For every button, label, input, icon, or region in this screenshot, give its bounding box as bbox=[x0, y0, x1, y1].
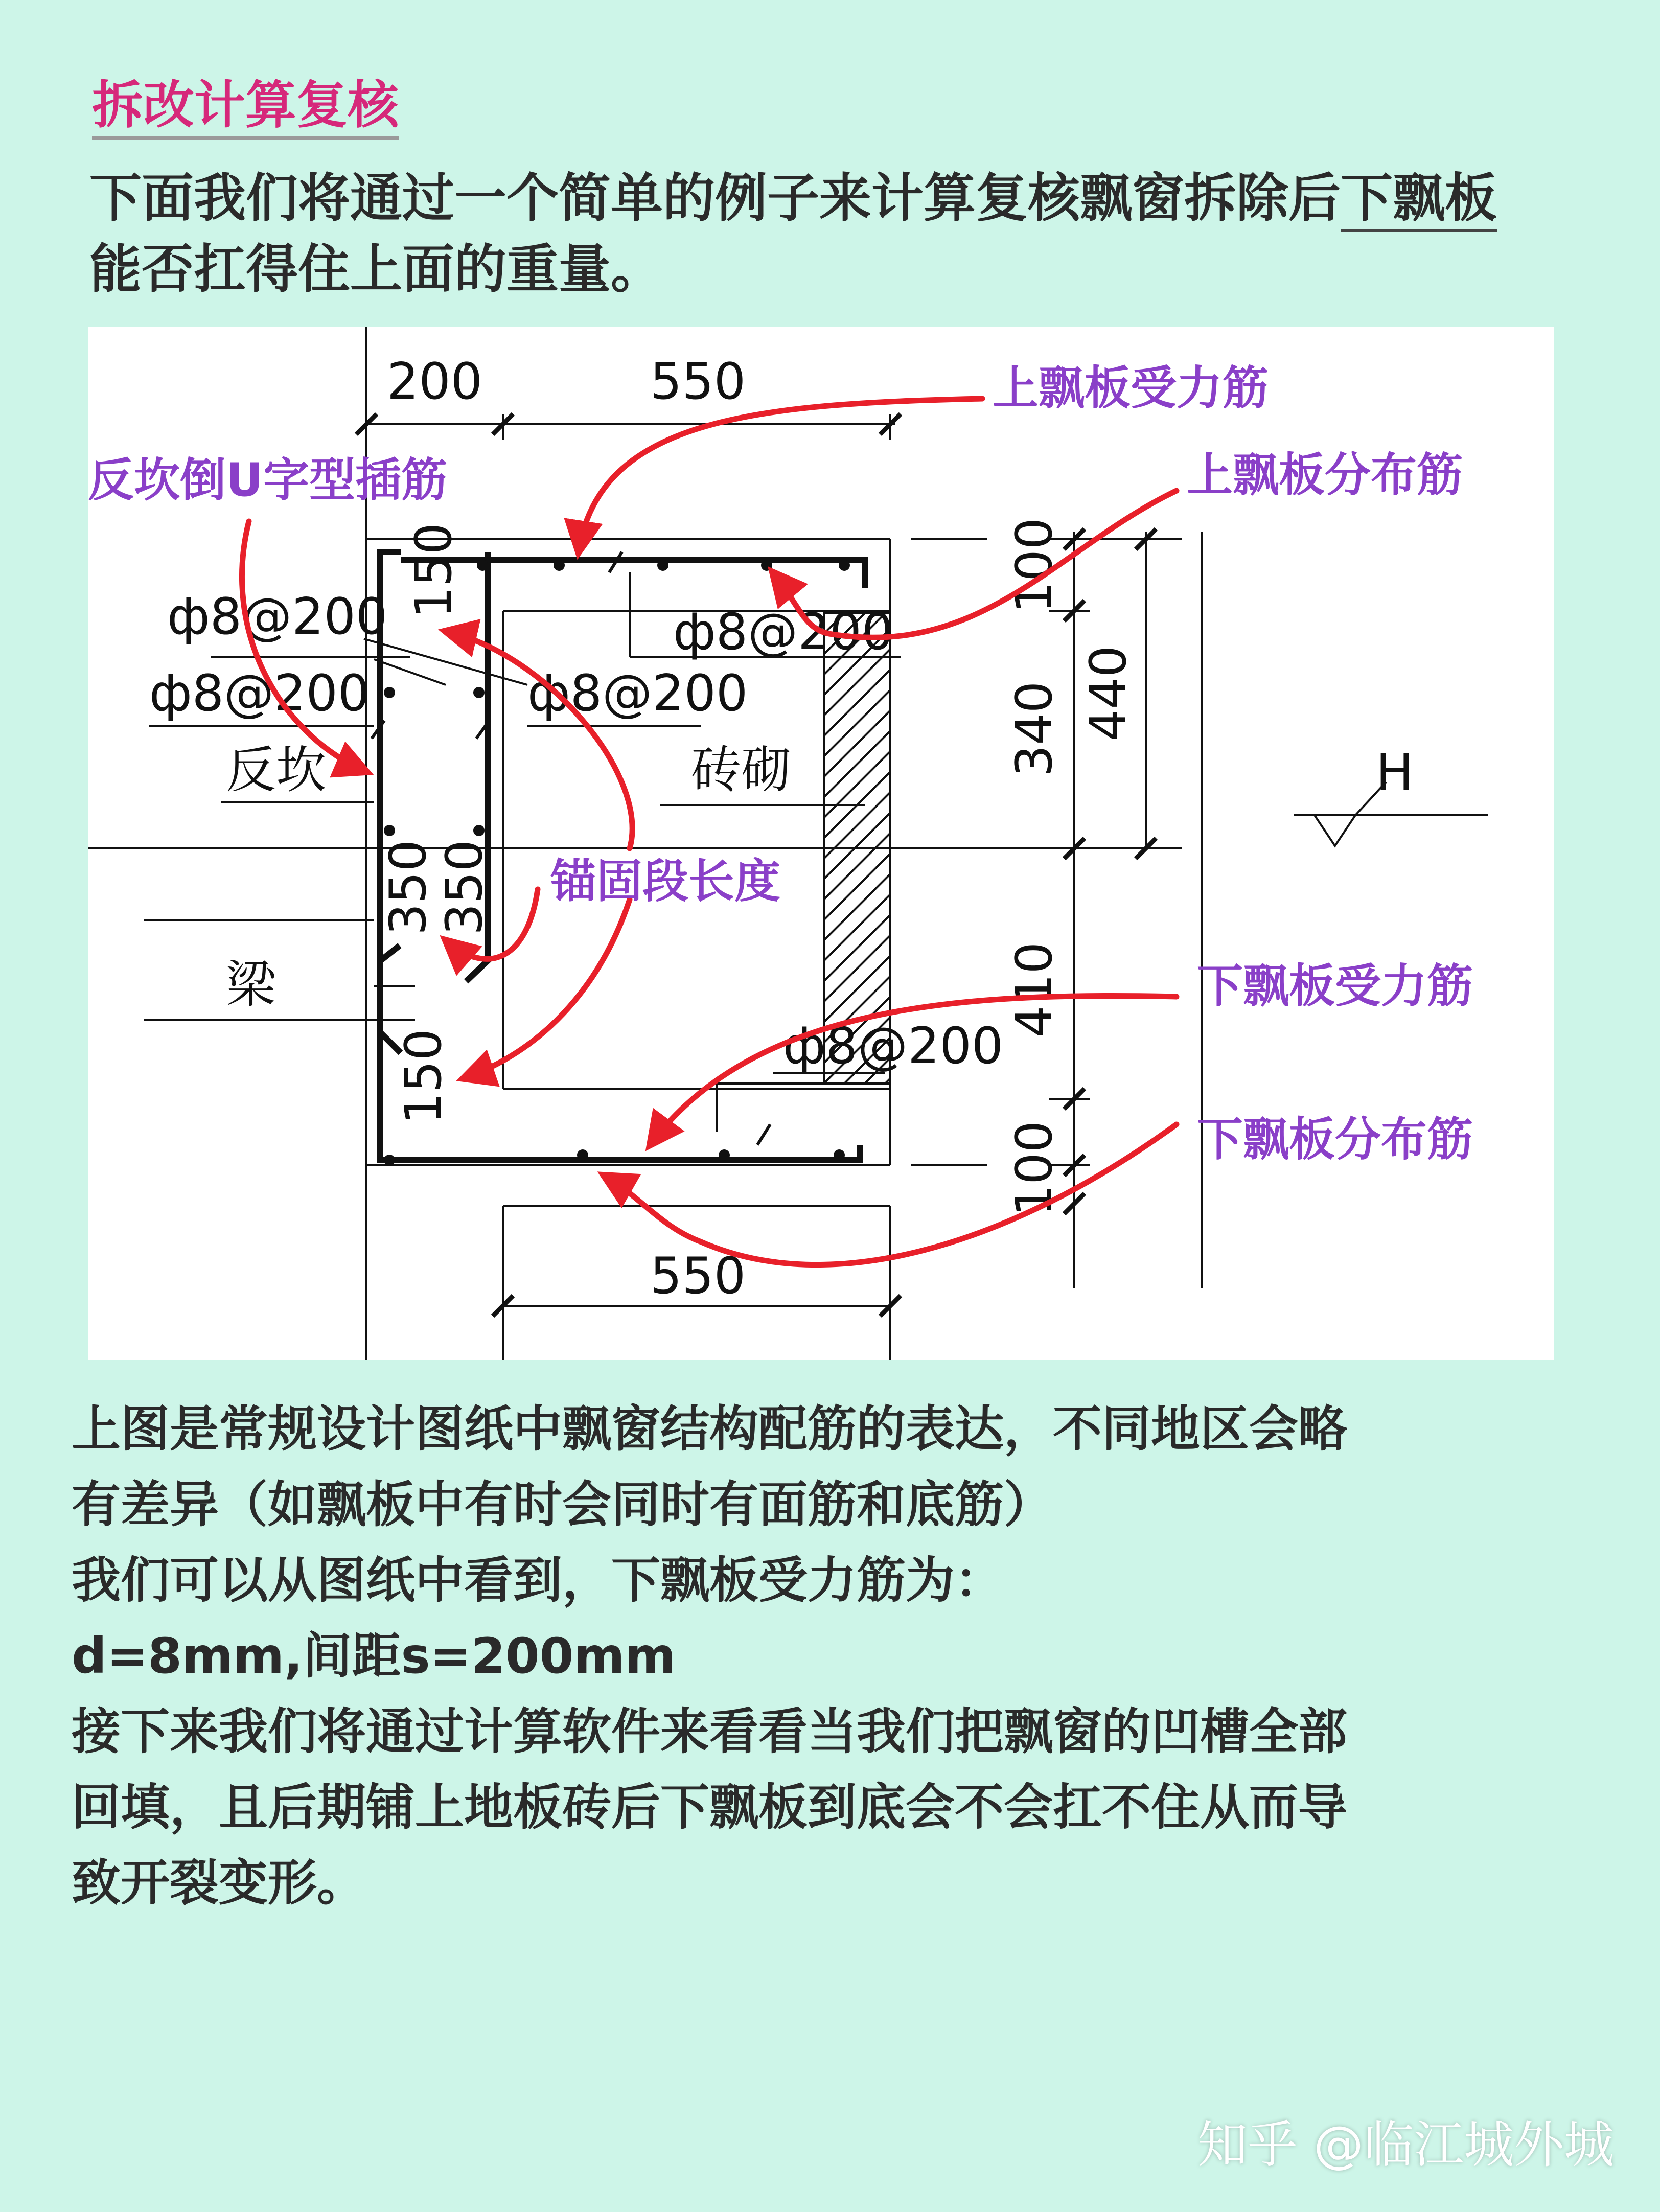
dim-left-150-bottom: 150 bbox=[395, 1028, 453, 1124]
body-line-2: 有差异（如飘板中有时会同时有面筋和底筋） bbox=[72, 1476, 1053, 1533]
arrow-anchor-u bbox=[242, 521, 366, 772]
level-mark bbox=[1315, 782, 1386, 846]
dim-top-550: 550 bbox=[650, 353, 746, 411]
body-line-4: d=8mm,间距s=200mm bbox=[72, 1627, 676, 1685]
rebar-left-2: ф8@200 bbox=[149, 664, 370, 723]
dim-right-340: 340 bbox=[1005, 681, 1064, 777]
label-liang: 梁 bbox=[226, 956, 276, 1014]
label-fankan: 反坎 bbox=[226, 741, 327, 799]
dim-top-200: 200 bbox=[387, 353, 483, 411]
annot-anchorage: 锚固段长度 bbox=[550, 855, 780, 908]
dim-right-440: 440 bbox=[1079, 645, 1138, 741]
dim-right-100-bottom: 100 bbox=[1005, 1120, 1064, 1216]
dim-left-150-top: 150 bbox=[405, 522, 463, 618]
label-zhuanqi: 砖砌 bbox=[691, 741, 792, 799]
dim-bottom-550: 550 bbox=[650, 1247, 746, 1305]
body-line-5: 接下来我们将通过计算软件来看看当我们把飘窗的凹槽全部 bbox=[72, 1703, 1347, 1760]
intro-paragraph bbox=[89, 164, 1536, 305]
dim-left-350-b: 350 bbox=[435, 839, 494, 935]
annot-lower-dist: 下飘板分布筋 bbox=[1197, 1113, 1473, 1166]
body-line-1: 上图是常规设计图纸中飘窗结构配筋的表达，不同地区会略 bbox=[72, 1400, 1347, 1458]
dim-right-100-top: 100 bbox=[1005, 517, 1064, 613]
arrow-upper-main bbox=[579, 399, 982, 552]
rebar-left-1: ф8@200 bbox=[167, 588, 388, 646]
body-line-3: 我们可以从图纸中看到，下飘板受力筋为： bbox=[72, 1552, 1004, 1609]
rebar-top-inner: ф8@200 bbox=[673, 603, 894, 661]
arrow-anchorage-1 bbox=[446, 631, 632, 848]
rebar-mid: ф8@200 bbox=[527, 664, 748, 723]
body-line-7: 致开裂变形。 bbox=[72, 1854, 366, 1911]
annot-anchor-u: 反坎倒U字型插筋 bbox=[88, 453, 448, 507]
zhihu-watermark: 知乎 @临江城外城 bbox=[1197, 2116, 1614, 2174]
annot-upper-dist: 上飘板分布筋 bbox=[1187, 448, 1463, 502]
body-line-6: 回填，且后期铺上地板砖后下飘板到底会不会扛不住从而导 bbox=[72, 1779, 1347, 1836]
label-level-h: H bbox=[1376, 744, 1414, 802]
body-paragraphs bbox=[72, 1391, 1574, 1921]
bay-window-rebar-drawing bbox=[88, 327, 1554, 1360]
annot-upper-main: 上飘板受力筋 bbox=[993, 361, 1269, 415]
intro-text-2: 能否扛得住上面的重量。 bbox=[89, 239, 663, 300]
dim-left-350-a: 350 bbox=[379, 839, 437, 935]
rebar-bottom-inner: ф8@200 bbox=[783, 1017, 1004, 1075]
page-heading: 拆改计算复核 bbox=[92, 76, 399, 140]
dim-right-410: 410 bbox=[1005, 941, 1064, 1038]
intro-text-1: 下面我们将通过一个简单的例子来计算复核飘窗拆除后 bbox=[89, 168, 1341, 229]
intro-underlined: 下飘板 bbox=[1341, 168, 1497, 232]
annot-lower-main: 下飘板受力筋 bbox=[1197, 959, 1473, 1013]
